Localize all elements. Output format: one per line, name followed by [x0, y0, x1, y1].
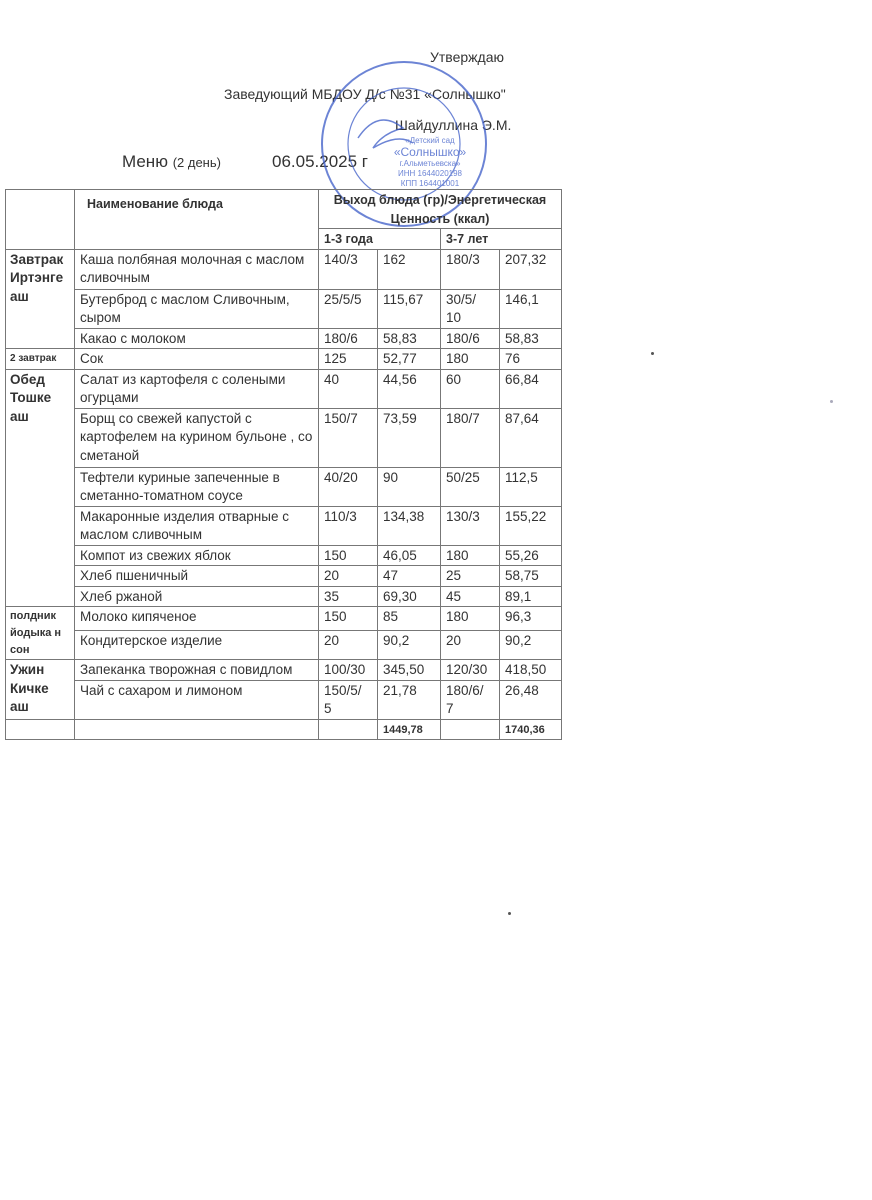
weight-3-7: 180	[441, 545, 500, 566]
weight-1-3: 35	[319, 586, 378, 607]
weight-1-3: 150/5/ 5	[319, 680, 378, 719]
dish-name: Бутерброд с маслом Сливочным, сыром	[75, 289, 319, 328]
dish-name: Хлеб ржаной	[75, 586, 319, 607]
kcal-3-7: 26,48	[500, 680, 562, 719]
total-kcal-1-3: 1449,78	[378, 719, 441, 740]
stamp-text: «Детский сад	[405, 136, 455, 145]
weight-3-7: 45	[441, 586, 500, 607]
kcal-1-3: 115,67	[378, 289, 441, 328]
table-row	[6, 369, 562, 408]
total-kcal-3-7: 1740,36	[500, 719, 562, 740]
age-1-3-header: 1-3 года	[319, 229, 441, 250]
table-row	[6, 328, 562, 349]
table-row	[6, 566, 562, 587]
dish-name: Каша полбяная молочная с маслом сливочным	[75, 249, 319, 289]
weight-3-7: 20	[441, 631, 500, 660]
weight-1-3: 20	[319, 566, 378, 587]
weight-1-3: 40/20	[319, 467, 378, 506]
dish-name: Молоко кипяченое	[75, 607, 319, 631]
kcal-1-3: 21,78	[378, 680, 441, 719]
meal-label: полдник йодыка н сон	[6, 607, 75, 660]
kcal-3-7: 207,32	[500, 249, 562, 289]
age-3-7-header: 3-7 лет	[441, 229, 562, 250]
kcal-1-3: 73,59	[378, 408, 441, 467]
kcal-3-7: 66,84	[500, 369, 562, 408]
weight-3-7: 130/3	[441, 506, 500, 545]
scan-speck	[508, 912, 511, 915]
empty-cell	[319, 719, 378, 740]
weight-3-7: 180/6	[441, 328, 500, 349]
dish-name: Компот из свежих яблок	[75, 545, 319, 566]
kcal-1-3: 90	[378, 467, 441, 506]
menu-date: 06.05.2025 г	[272, 152, 369, 171]
dish-name: Тефтели куриные запеченные в сметанно-томатном соусе	[75, 467, 319, 506]
kcal-3-7: 76	[500, 349, 562, 370]
title-day: (2 день)	[172, 155, 221, 170]
weight-1-3: 20	[319, 631, 378, 660]
meal-label: Обед Тошке аш	[6, 369, 75, 607]
kcal-3-7: 89,1	[500, 586, 562, 607]
kcal-1-3: 162	[378, 249, 441, 289]
kcal-3-7: 112,5	[500, 467, 562, 506]
kcal-1-3: 58,83	[378, 328, 441, 349]
meal-header	[6, 190, 75, 250]
kcal-3-7: 146,1	[500, 289, 562, 328]
kcal-1-3: 44,56	[378, 369, 441, 408]
table-row	[6, 506, 562, 545]
menu-table	[5, 189, 562, 740]
weight-1-3: 100/30	[319, 660, 378, 681]
weight-3-7: 60	[441, 369, 500, 408]
signature-name: Шайдуллина Э.М.	[395, 117, 512, 133]
table-row	[6, 249, 562, 289]
weight-1-3: 140/3	[319, 249, 378, 289]
weight-3-7: 25	[441, 566, 500, 587]
kcal-3-7: 418,50	[500, 660, 562, 681]
meal-label: Ужин Кичке аш	[6, 660, 75, 720]
weight-3-7: 180/7	[441, 408, 500, 467]
kcal-3-7: 155,22	[500, 506, 562, 545]
header-row	[6, 190, 562, 229]
weight-3-7: 180/6/ 7	[441, 680, 500, 719]
kcal-1-3: 90,2	[378, 631, 441, 660]
head-position: Заведующий МБДОУ Д/с №31 «Солнышко"	[224, 86, 506, 102]
table-row	[6, 545, 562, 566]
empty-cell	[6, 719, 75, 740]
kcal-3-7: 55,26	[500, 545, 562, 566]
output-header: Выход блюда (гр)/Энергетическая Ценность (ккал)	[319, 190, 562, 229]
stamp-text: ИНН 1644020198	[397, 169, 463, 178]
table-row	[6, 349, 562, 370]
approve-label: Утверждаю	[430, 49, 504, 65]
dish-name-header: Наименование блюда	[75, 190, 319, 250]
scan-speck	[830, 400, 833, 403]
total-row	[6, 719, 562, 740]
table-row	[6, 467, 562, 506]
dish-name: Макаронные изделия отварные с маслом сливочным	[75, 506, 319, 545]
weight-3-7: 180	[441, 349, 500, 370]
title-text: Меню	[122, 152, 168, 171]
table-row	[6, 289, 562, 328]
table-row	[6, 680, 562, 719]
meal-label: 2 завтрак	[6, 349, 75, 370]
kcal-1-3: 52,77	[378, 349, 441, 370]
weight-3-7: 50/25	[441, 467, 500, 506]
dish-name: Чай с сахаром и лимоном	[75, 680, 319, 719]
weight-3-7: 30/5/ 10	[441, 289, 500, 328]
table-row	[6, 408, 562, 467]
dish-name: Хлеб пшеничный	[75, 566, 319, 587]
page-title	[122, 152, 221, 172]
kcal-1-3: 85	[378, 607, 441, 631]
meal-label: Завтрак Иртэнге аш	[6, 249, 75, 349]
scan-speck	[651, 352, 654, 355]
weight-1-3: 25/5/5	[319, 289, 378, 328]
weight-1-3: 150	[319, 607, 378, 631]
dish-name: Борщ со свежей капустой с картофелем на курином бульоне , со сметаной	[75, 408, 319, 467]
stamp-text: г.Альметьевска»	[399, 159, 461, 168]
kcal-3-7: 87,64	[500, 408, 562, 467]
weight-1-3: 150	[319, 545, 378, 566]
weight-1-3: 40	[319, 369, 378, 408]
kcal-1-3: 69,30	[378, 586, 441, 607]
empty-cell	[75, 719, 319, 740]
kcal-1-3: 47	[378, 566, 441, 587]
weight-1-3: 150/7	[319, 408, 378, 467]
dish-name: Салат из картофеля с солеными огурцами	[75, 369, 319, 408]
kcal-3-7: 96,3	[500, 607, 562, 631]
stamp-text: КПП 164401001	[400, 179, 460, 188]
table-row	[6, 660, 562, 681]
weight-1-3: 125	[319, 349, 378, 370]
weight-1-3: 180/6	[319, 328, 378, 349]
kcal-1-3: 134,38	[378, 506, 441, 545]
empty-cell	[441, 719, 500, 740]
dish-name: Запеканка творожная с повидлом	[75, 660, 319, 681]
weight-3-7: 180	[441, 607, 500, 631]
kcal-3-7: 58,83	[500, 328, 562, 349]
weight-1-3: 110/3	[319, 506, 378, 545]
table-row	[6, 607, 562, 631]
table-row	[6, 631, 562, 660]
table-row	[6, 586, 562, 607]
kcal-3-7: 90,2	[500, 631, 562, 660]
stamp-text: «Солнышко»	[393, 145, 467, 159]
dish-name: Кондитерское изделие	[75, 631, 319, 660]
weight-3-7: 180/3	[441, 249, 500, 289]
dish-name: Сок	[75, 349, 319, 370]
kcal-3-7: 58,75	[500, 566, 562, 587]
weight-3-7: 120/30	[441, 660, 500, 681]
dish-name: Какао с молоком	[75, 328, 319, 349]
kcal-1-3: 345,50	[378, 660, 441, 681]
kcal-1-3: 46,05	[378, 545, 441, 566]
